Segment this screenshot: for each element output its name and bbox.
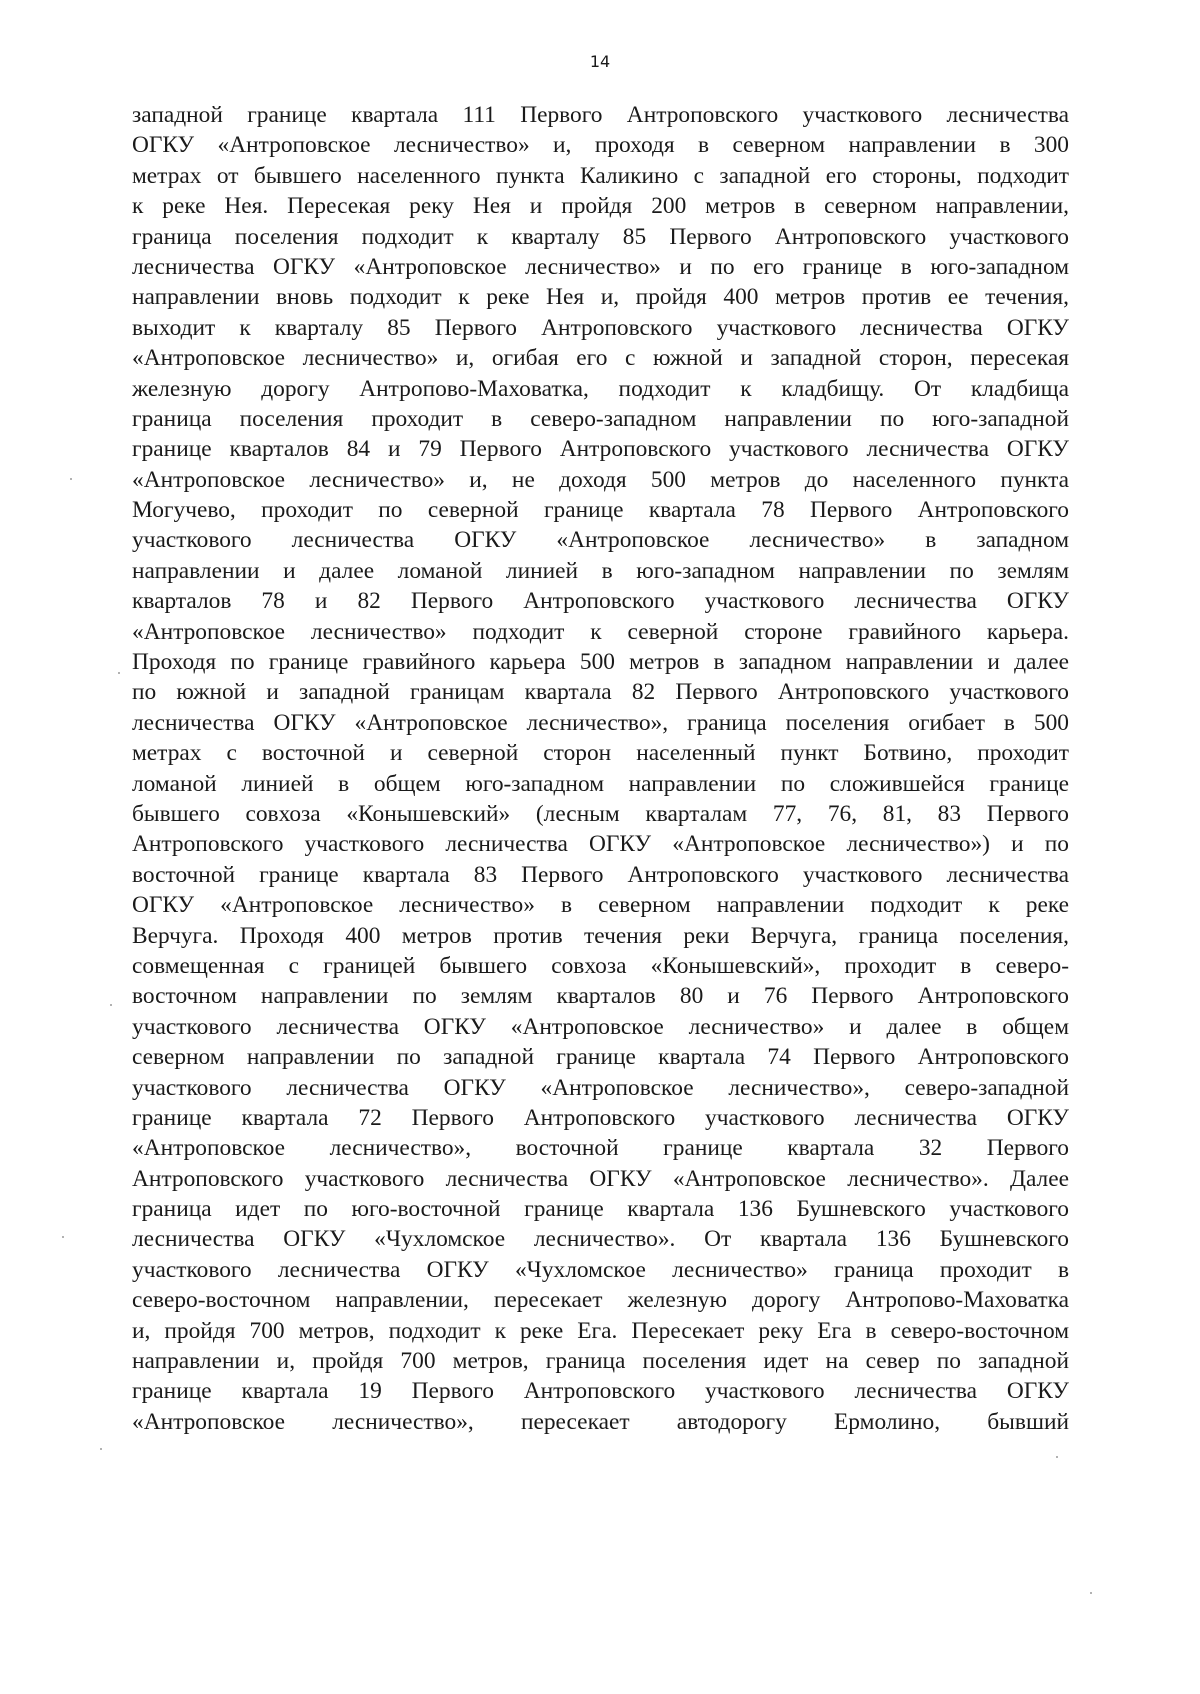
- text-line: направлении и, пройдя 700 метров, граница поселения идет на север по западной: [132, 1348, 1069, 1375]
- text-line: северо-восточном направлении, пересекает железную дорогу Антропово-Маховатка: [132, 1287, 1069, 1314]
- text-line: участкового лесничества ОГКУ «Чухломское лесничество» граница проходит в: [132, 1256, 1069, 1283]
- text-line: «Антроповское лесничество» и, не доходя 500 метров до населенного пункта: [132, 466, 1069, 493]
- text-line: выходит к кварталу 85 Первого Антроповского участкового лесничества ОГКУ: [132, 314, 1069, 341]
- text-line: граница идет по юго-восточной границе квартала 136 Бушневского участкового: [132, 1196, 1069, 1223]
- text-line: совмещенная с границей бывшего совхоза «Конышевский», проходит в северо-: [132, 952, 1069, 979]
- scan-speck: [118, 672, 120, 674]
- text-line: к реке Нея. Пересекая реку Нея и пройдя 200 метров в северном направлении,: [132, 193, 1069, 220]
- text-line: Верчуга. Проходя 400 метров против течения реки Верчуга, граница поселения,: [132, 922, 1069, 949]
- scan-speck: [1056, 1456, 1058, 1458]
- text-line: границе квартала 72 Первого Антроповского участкового лесничества ОГКУ: [132, 1104, 1069, 1131]
- text-line: лесничества ОГКУ «Чухломское лесничество». От квартала 136 Бушневского: [132, 1226, 1069, 1253]
- page-number: 14: [589, 52, 611, 71]
- text-line: метрах с восточной и северной сторон населенный пункт Ботвино, проходит: [132, 740, 1069, 767]
- text-line: кварталов 78 и 82 Первого Антроповского участкового лесничества ОГКУ: [132, 588, 1069, 615]
- text-line: железную дорогу Антропово-Маховатка, подходит к кладбищу. От кладбища: [132, 375, 1069, 402]
- text-line: ОГКУ «Антроповское лесничество» и, проходя в северном направлении в 300: [132, 132, 1069, 159]
- text-line: Антроповского участкового лесничества ОГКУ «Антроповское лесничество». Далее: [132, 1165, 1069, 1192]
- text-line: западной границе квартала 111 Первого Антроповского участкового лесничества: [132, 102, 1069, 128]
- text-line: «Антроповское лесничество», пересекает автодорогу Ермолино, бывший: [132, 1408, 1069, 1435]
- scan-speck: [1090, 1592, 1092, 1594]
- text-line: восточном направлении по землям кварталов 80 и 76 Первого Антроповского: [132, 983, 1069, 1010]
- scan-speck: [110, 1004, 112, 1006]
- text-line: ОГКУ «Антроповское лесничество» в северном направлении подходит к реке: [132, 892, 1069, 919]
- text-line: «Антроповское лесничество» и, огибая его с южной и западной сторон, пересекая: [132, 345, 1069, 372]
- scan-speck: [70, 478, 72, 480]
- body-paragraph: [132, 100, 1069, 1437]
- text-line: участкового лесничества ОГКУ «Антроповское лесничество» и далее в общем: [132, 1013, 1069, 1040]
- text-line: границе квартала 19 Первого Антроповского участкового лесничества ОГКУ: [132, 1378, 1069, 1405]
- text-line: по южной и западной границам квартала 82 Первого Антроповского участкового: [132, 679, 1069, 706]
- text-line: метрах от бывшего населенного пункта Каликино с западной его стороны, подходит: [132, 162, 1069, 189]
- text-line: направлении вновь подходит к реке Нея и, пройдя 400 метров против ее течения,: [132, 284, 1069, 311]
- text-line: Антроповского участкового лесничества ОГКУ «Антроповское лесничество») и по: [132, 831, 1069, 858]
- text-line: границе кварталов 84 и 79 Первого Антроповского участкового лесничества ОГКУ: [132, 436, 1069, 463]
- text-line: и, пройдя 700 метров, подходит к реке Ега. Пересекает реку Ега в северо-восточном: [132, 1317, 1069, 1344]
- text-line: бывшего совхоза «Конышевский» (лесным кварталам 77, 76, 81, 83 Первого: [132, 800, 1069, 827]
- text-line: «Антроповское лесничество» подходит к северной стороне гравийного карьера.: [132, 618, 1069, 645]
- text-line: Проходя по границе гравийного карьера 500 метров в западном направлении и далее: [132, 649, 1069, 676]
- text-line: лесничества ОГКУ «Антроповское лесничество», граница поселения огибает в 500: [132, 709, 1069, 736]
- text-line: северном направлении по западной границе квартала 74 Первого Антроповского: [132, 1044, 1069, 1071]
- scan-speck: [100, 1448, 102, 1450]
- text-line: ломаной линией в общем юго-западном направлении по сложившейся границе: [132, 770, 1069, 797]
- text-line: граница поселения подходит к кварталу 85 Первого Антроповского участкового: [132, 223, 1069, 250]
- text-line: участкового лесничества ОГКУ «Антроповское лесничество» в западном: [132, 527, 1069, 554]
- text-line: «Антроповское лесничество», восточной границе квартала 32 Первого: [132, 1135, 1069, 1162]
- text-line: участкового лесничества ОГКУ «Антроповское лесничество», северо-западной: [132, 1074, 1069, 1101]
- text-line: лесничества ОГКУ «Антроповское лесничество» и по его границе в юго-западном: [132, 253, 1069, 280]
- scan-speck: [62, 1236, 64, 1238]
- text-line: Могучево, проходит по северной границе квартала 78 Первого Антроповского: [132, 497, 1069, 524]
- text-line: направлении и далее ломаной линией в юго-западном направлении по землям: [132, 557, 1069, 584]
- text-line: восточной границе квартала 83 Первого Антроповского участкового лесничества: [132, 861, 1069, 888]
- text-line: граница поселения проходит в северо-западном направлении по юго-западной: [132, 405, 1069, 432]
